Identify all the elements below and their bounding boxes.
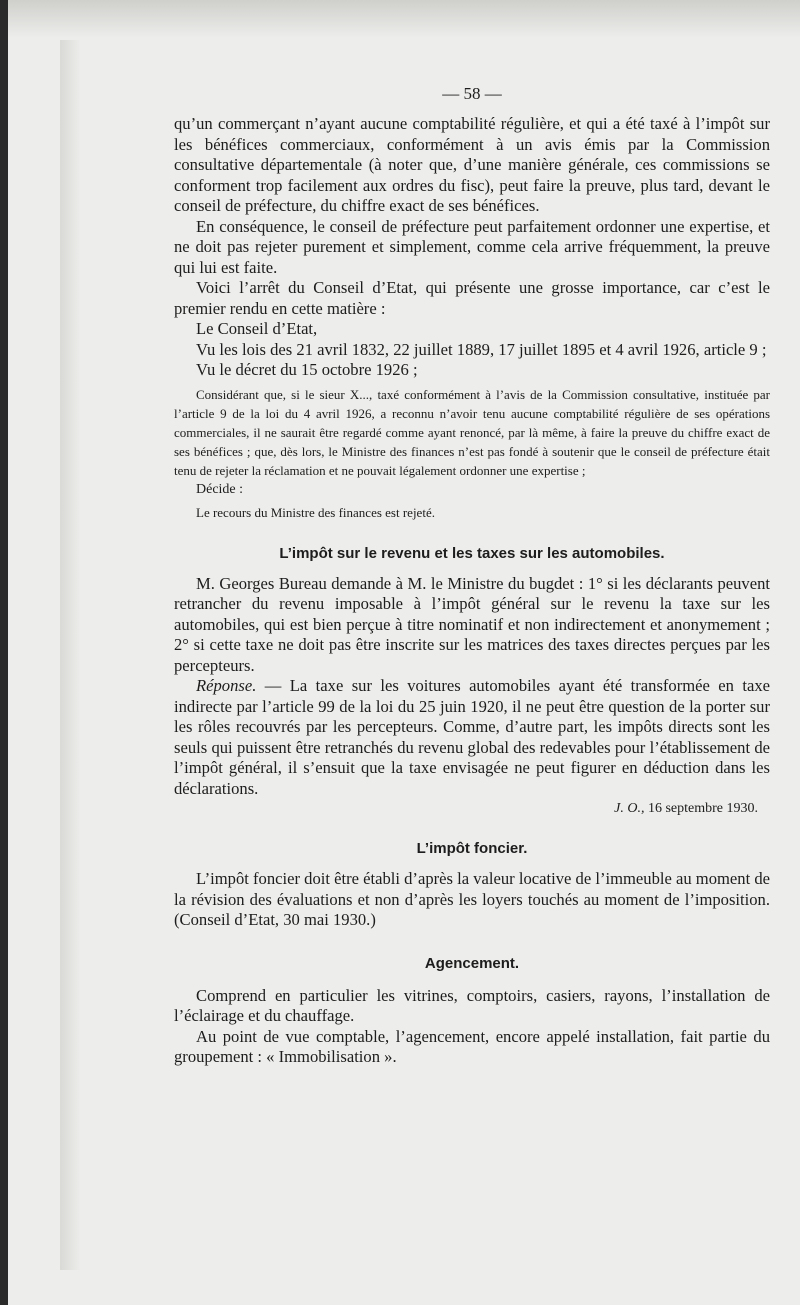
reponse-text: — La taxe sur les voitures automobiles ayant été transformée en taxe indirecte par l’article 99 de la loi du 25 juin 1920, il ne peut être question de la porter sur les rôles recouvrés par les percepteurs. Comme, d’autre part, les impôts directs sont les seuls qui puissent être retranchés du revenu global des redevables pour l’établissement de l’impôt général, il s’ensuit que la taxe envisagée ne peut figurer en déduction dans les déclarations. [174,676,770,798]
source-citation [174,801,770,817]
heading-impot-revenu-automobiles: L’impôt sur le revenu et les taxes sur les automobiles. [279,544,665,562]
page-number: — 58 — [442,84,502,103]
heading-agencement: Agencement. [424,954,520,972]
paragraph-question: M. Georges Bureau demande à M. le Ministre du bugdet : 1° si les déclarants peuvent retrancher du revenu imposable à l’impôt général sur le revenu la taxe sur les automobiles, qui est bien perçue à titre nominatif et non indirectement et anonymement ; 2° si cette taxe ne doit pas être inscrite sur les matrices des taxes directes perçues par les percepteurs. [174,573,770,675]
paragraph-reponse [174,676,770,799]
paragraph-vu-decret: Vu le décret du 15 octobre 1926 ; [196,360,418,379]
paragraph-arret-intro: Voici l’arrêt du Conseil d’Etat, qui présente une grosse importance, car c’est le premier rendu en cette matière : [174,278,770,318]
page-top-shade [8,0,800,38]
paragraph-conseil: Le Conseil d’Etat, [196,319,318,338]
paragraph-impot-foncier: L’impôt foncier doit être établi d’après la valeur locative de l’immeuble au moment de la révision des évaluations et non d’après les loyers touchés au moment de l’imposition. (Conseil d’Etat, 30 mai 1930.) [174,869,770,929]
paragraph-continuation: qu’un commerçant n’ayant aucune comptabilité régulière, et qui a été taxé à l’impôt sur les bénéfices commerciaux, conformément à un avis émis par la Commission consultative départementale (à noter que, d’une manière générale, ces commissions se conforment trop facilement aux ordres du fisc), peut faire la preuve, plus tard, devant le conseil de préfecture, du chiffre exact de ses bénéfices. [174,114,770,215]
source-journal: J. O., [614,801,645,816]
page-content [174,84,770,1068]
paragraph-vu-lois: Vu les lois des 21 avril 1832, 22 juillet 1889, 17 juillet 1895 et 4 avril 1926, article 9 ; [196,339,767,359]
paragraph-agencement-1: Comprend en particulier les vitrines, comptoirs, casiers, rayons, l’installation de l’éclairage et du chauffage. [174,985,770,1025]
page-gutter-shade [60,40,80,1270]
paragraph-recours: Le recours du Ministre des finances est rejeté. [196,504,435,520]
paragraph-consequence: En conséquence, le conseil de préfecture peut parfaitement ordonner une expertise, et ne doit pas rejeter purement et simplement, comme cela arrive fréquemment, la preuve qui lui est faite. [174,216,770,277]
paragraph-decide: Décide : [196,481,244,497]
paragraph-considerant: Considérant que, si le sieur X..., taxé conformément à l’avis de la Commission consultative, instituée par l’article 9 de la loi du 4 avril 1926, a reconnu n’avoir tenu aucune comptabilité régulière de ses opérations commerciales, il ne saurait être regardé comme ayant renoncé, par là même, à faire la preuve du chiffre exact de ses bénéfices ; que, dès lors, le Ministre des finances n’est pas fondé à soutenir que le conseil de préfecture était tenu de rejeter la réclamation et ne pouvait légalement ordonner une expertise ; [174,386,770,478]
scanned-page [8,0,800,1305]
source-date: 16 septembre 1930. [644,801,758,816]
reponse-label: Réponse. [196,676,257,695]
paragraph-agencement-2: Au point de vue comptable, l’agencement, encore appelé installation, fait partie du groupement : « Immobilisation ». [174,1026,770,1066]
heading-impot-foncier: L’impôt foncier. [416,840,528,857]
